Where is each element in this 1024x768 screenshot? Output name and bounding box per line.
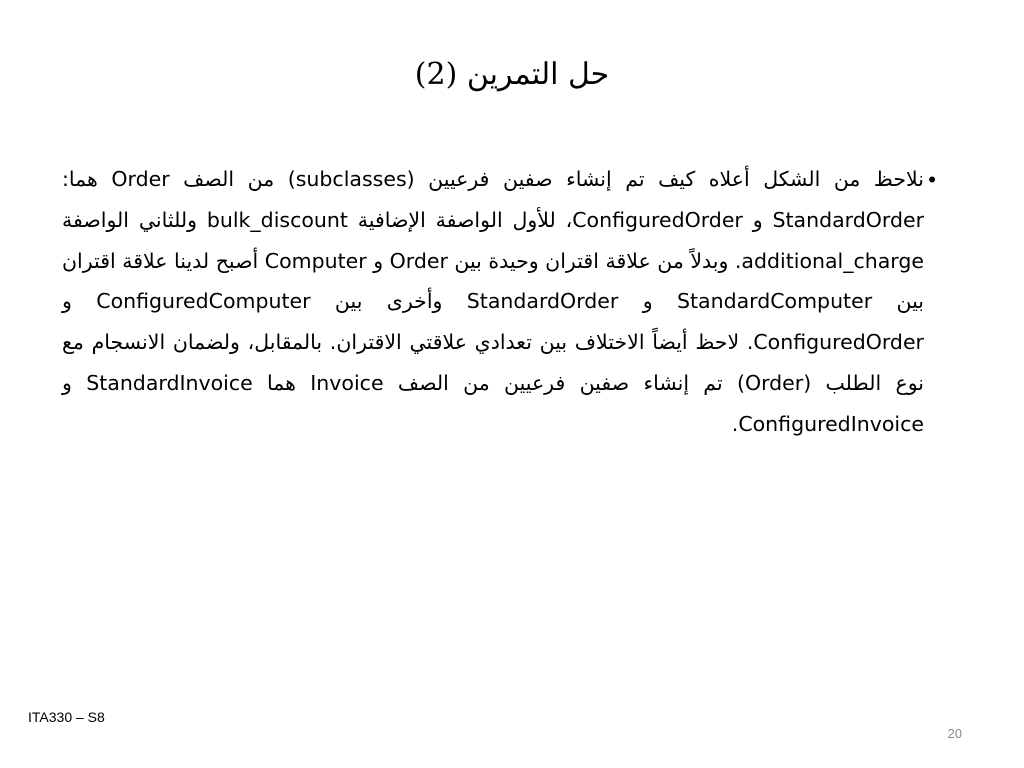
footer-course-label: ITA330 – S8 bbox=[28, 709, 105, 725]
page-number: 20 bbox=[947, 726, 962, 741]
bullet-marker: • bbox=[928, 167, 936, 192]
slide-title: حل التمرين (2) bbox=[414, 57, 610, 92]
body-paragraph: نلاحظ من الشكل أعلاه كيف تم إنشاء صفين فرعيين (subclasses) من الصف Order هما: StandardOrder و ConfiguredOrder، للأول الواصفة الإضافية bulk_discount وللثاني الواصفة additional_charge. وبدلاً من علاقة اقتران وحيدة بين Order و Computer أصبح لدينا علاقة اقتران بين StandardComputer و StandardOrder وأخرى بين ConfiguredComputer و ConfiguredOrder. لاحظ أيضاً الاختلاف بين تعدادي علاقتي الاقتران. بالمقابل، ولضمان الانسجام مع نوع الطلب (Order) تم إنشاء صفين فرعيين من الصف Invoice هما StandardInvoice و ConfiguredInvoice. bbox=[62, 167, 925, 436]
